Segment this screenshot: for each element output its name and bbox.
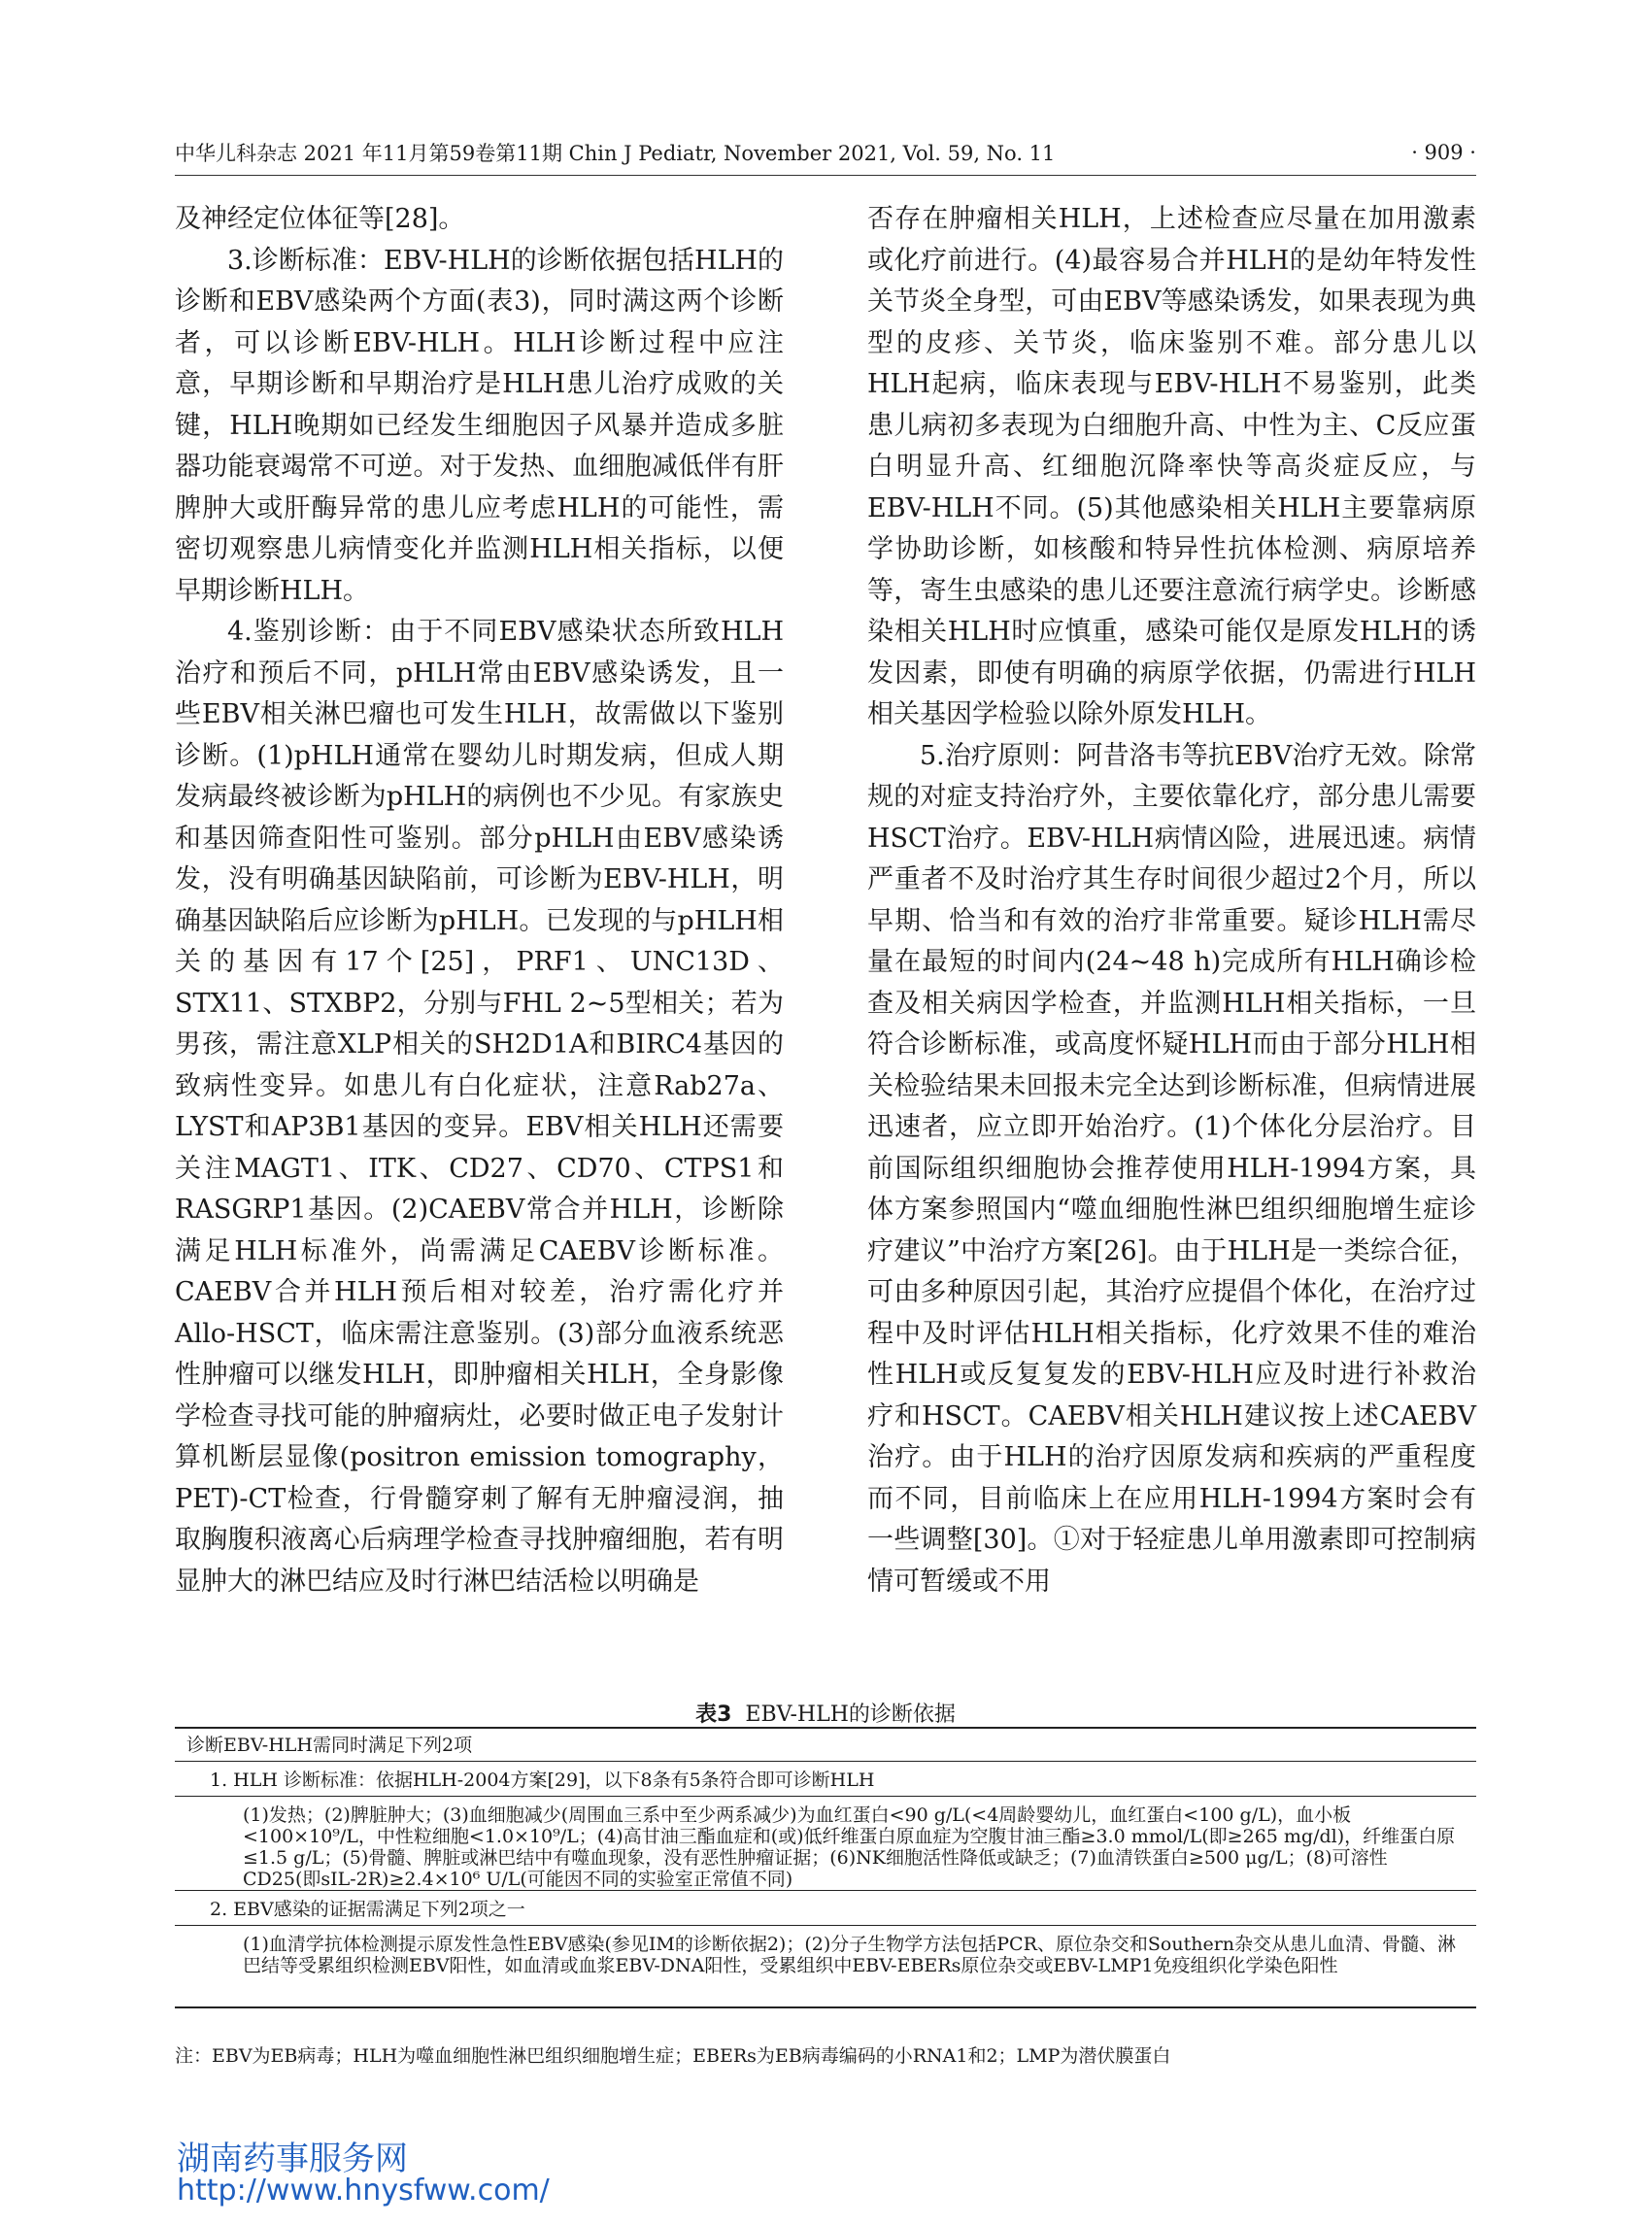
table-row-rule bbox=[175, 1890, 1476, 1891]
paragraph-differential-diagnosis: 4.鉴别诊断：由于不同EBV感染状态所致HLH治疗和预后不同，pHLH常由EBV感染诱发，且一些EBV相关淋巴瘤也可发生HLH，故需做以下鉴别诊断。(1)pHLH通常在婴幼儿时期发病，但成人期发病最终被诊断为pHLH的病例也不少见。有家族史和基因筛查阳性可鉴别。部分pHLH由EBV感染诱发，没有明确基因缺陷前，可诊断为EBV-HLH，明确基因缺陷后应诊断为pHLH。已发现的与pHLH相关的基因有17个[25]，PRF1、UNC13D、STX11、STXBP2，分别与FHL 2~5型相关；若为男孩，需注意XLP相关的SH2D1A和BIRC4基因的致病性变异。如患儿有白化症状，注意Rab27a、LYST和AP3B1基因的变异。EBV相关HLH还需要关注MAGT1、ITK、CD27、CD70、CTPS1和RASGRP1基因。(2)CAEBV常合并HLH，诊断除满足HLH标准外，尚需满足CAEBV诊断标准。CAEBV合并HLH预后相对较差，治疗需化疗并Allo-HSCT，临床需注意鉴别。(3)部分血液系统恶性肿瘤可以继发HLH，即肿瘤相关HLH，全身影像学检查寻找可能的肿瘤病灶，必要时做正电子发射计算机断层显像(positron emission tomography，PET)-CT检查，行骨髓穿刺了解有无肿瘤浸润，抽取胸腹积液离心后病理学检查寻找肿瘤细胞，若有明显肿大的淋巴结应及时行淋巴结活检以明确是 bbox=[175, 617, 784, 1597]
table-note: 注：EBV为EB病毒；HLH为噬血细胞性淋巴组织细胞增生症；EBERs为EB病毒编码的小RNA1和2；LMP为潜伏膜蛋白 bbox=[175, 2045, 1171, 2067]
table-row-rule bbox=[175, 1925, 1476, 1926]
table-label: 表3 bbox=[695, 1702, 732, 1727]
paragraph: 否存在肿瘤相关HLH，上述检查应尽量在加用激素或化疗前进行。(4)最容易合并HLH的是幼年特发性关节炎全身型，可由EBV等感染诱发，如果表现为典型的皮疹、关节炎，临床鉴别不难。部分患儿以HLH起病，临床表现与EBV-HLH不易鉴别，此类患儿病初多表现为白细胞升高、中性为主、C反应蛋白明显升高、红细胞沉降率快等高炎症反应，与EBV-HLH不同。(5)其他感染相关HLH主要靠病原学协助诊断，如核酸和特异性抗体检测、病原培养等，寄生虫感染的患儿还要注意流行病学史。诊断感染相关HLH时应慎重，感染可能仅是原发HLH的诱发因素，即使有明确的病原学依据，仍需进行HLH相关基因学检验以除外原发HLH。 bbox=[867, 204, 1476, 729]
paragraph-treatment-principles: 5.治疗原则：阿昔洛韦等抗EBV治疗无效。除常规的对症支持治疗外，主要依靠化疗，部分患儿需要HSCT治疗。EBV-HLH病情凶险，进展迅速。病情严重者不及时治疗其生存时间很少超过2个月，所以早期、恰当和有效的治疗非常重要。疑诊HLH需尽量在最短的时间内(24~48 h)完成所有HLH确诊检查及相关病因学检查，并监测HLH相关指标，一旦符合诊断标准，或高度怀疑HLH而由于部分HLH相关检验结果未回报未完全达到诊断标准，但病情进展迅速者，应立即开始治疗。(1)个体化分层治疗。目前国际组织细胞协会推荐使用HLH-1994方案，具体方案参照国内“噬血细胞性淋巴组织细胞增生症诊疗建议”中治疗方案[26]。由于HLH是一类综合征，可由多种原因引起，其治疗应提倡个体化，在治疗过程中及时评估HLH相关指标，化疗效果不佳的难治性HLH或反复复发的EBV-HLH应及时进行补救治疗和HSCT。CAEBV相关HLH建议按上述CAEBV治疗。由于HLH的治疗因原发病和疾病的严重程度而不同，目前临床上在应用HLH-1994方案时会有一些调整[30]。①对于轻症患儿单用激素即可控制病情可暂缓或不用 bbox=[867, 740, 1476, 1597]
left-column bbox=[175, 199, 784, 1602]
watermark-site-name: 湖南药事服务网 bbox=[177, 2140, 408, 2178]
table-row-rule bbox=[175, 1796, 1476, 1797]
table-header-rule bbox=[175, 1761, 1476, 1762]
running-header bbox=[175, 136, 1476, 169]
header-rule bbox=[175, 175, 1476, 176]
table-title: EBV-HLH的诊断依据 bbox=[745, 1702, 956, 1727]
paragraph: 及神经定位体征等[28]。 bbox=[175, 204, 465, 234]
journal-citation: 中华儿科杂志 2021 年11月第59卷第11期 Chin J Pediatr, November 2021, Vol. 59, No. 11 bbox=[175, 142, 1056, 165]
page-number: · 909 · bbox=[1411, 141, 1476, 164]
table-header-row: 诊断EBV-HLH需同时满足下列2项 bbox=[186, 1735, 473, 1756]
table-item-1-detail: (1)发热；(2)脾脏肿大；(3)血细胞减少(周围血三系中至少两系减少)为血红蛋白<90 g/L(<4周龄婴幼儿，血红蛋白<100 g/L)，血小板<100×10⁹/L，中性粒细胞<1.0×10⁹/L；(4)高甘油三酯血症和(或)低纤维蛋白原血症为空腹甘油三酯≥3.0 mmol/L(即≥265 mg/dl)，纤维蛋白原≤1.5 g/L；(5)骨髓、脾脏或淋巴结中有噬血现象，没有恶性肿瘤证据；(6)NK细胞活性降低或缺乏；(7)血清铁蛋白≥500 μg/L；(8)可溶性CD25(即sIL-2R)≥2.4×10⁶ U/L(可能因不同的实验室正常值不同) bbox=[243, 1804, 1456, 1890]
right-column bbox=[867, 199, 1476, 1602]
table-caption bbox=[175, 1698, 1476, 1728]
table-item-2-title: 2. EBV感染的证据需满足下列2项之一 bbox=[210, 1899, 525, 1920]
watermark-url-link[interactable]: http://www.hnysfww.com/ bbox=[177, 2174, 550, 2208]
paragraph-diagnostic-criteria: 3.诊断标准：EBV-HLH的诊断依据包括HLH的诊断和EBV感染两个方面(表3)，同时满这两个诊断者，可以诊断EBV-HLH。HLH诊断过程中应注意，早期诊断和早期治疗是HLH患儿治疗成败的关键，HLH晚期如已经发生细胞因子风暴并造成多脏器功能衰竭常不可逆。对于发热、血细胞减低伴有肝脾肿大或肝酶异常的患儿应考虑HLH的可能性，需密切观察患儿病情变化并监测HLH相关指标，以便早期诊断HLH。 bbox=[175, 245, 784, 606]
table-bottom-rule bbox=[175, 2006, 1476, 2008]
table-item-2-detail: (1)血清学抗体检测提示原发性急性EBV感染(参见IM的诊断依据2)；(2)分子生物学方法包括PCR、原位杂交和Southern杂交从患儿血清、骨髓、淋巴结等受累组织检测EBV阳性，如血清或血浆EBV-DNA阳性，受累组织中EBV-EBERs原位杂交或EBV-LMP1免疫组织化学染色阳性 bbox=[243, 1934, 1457, 1976]
table-top-rule bbox=[175, 1727, 1476, 1729]
table-item-1-title: 1. HLH 诊断标准：依据HLH-2004方案[29]，以下8条有5条符合即可诊断HLH bbox=[210, 1770, 875, 1791]
